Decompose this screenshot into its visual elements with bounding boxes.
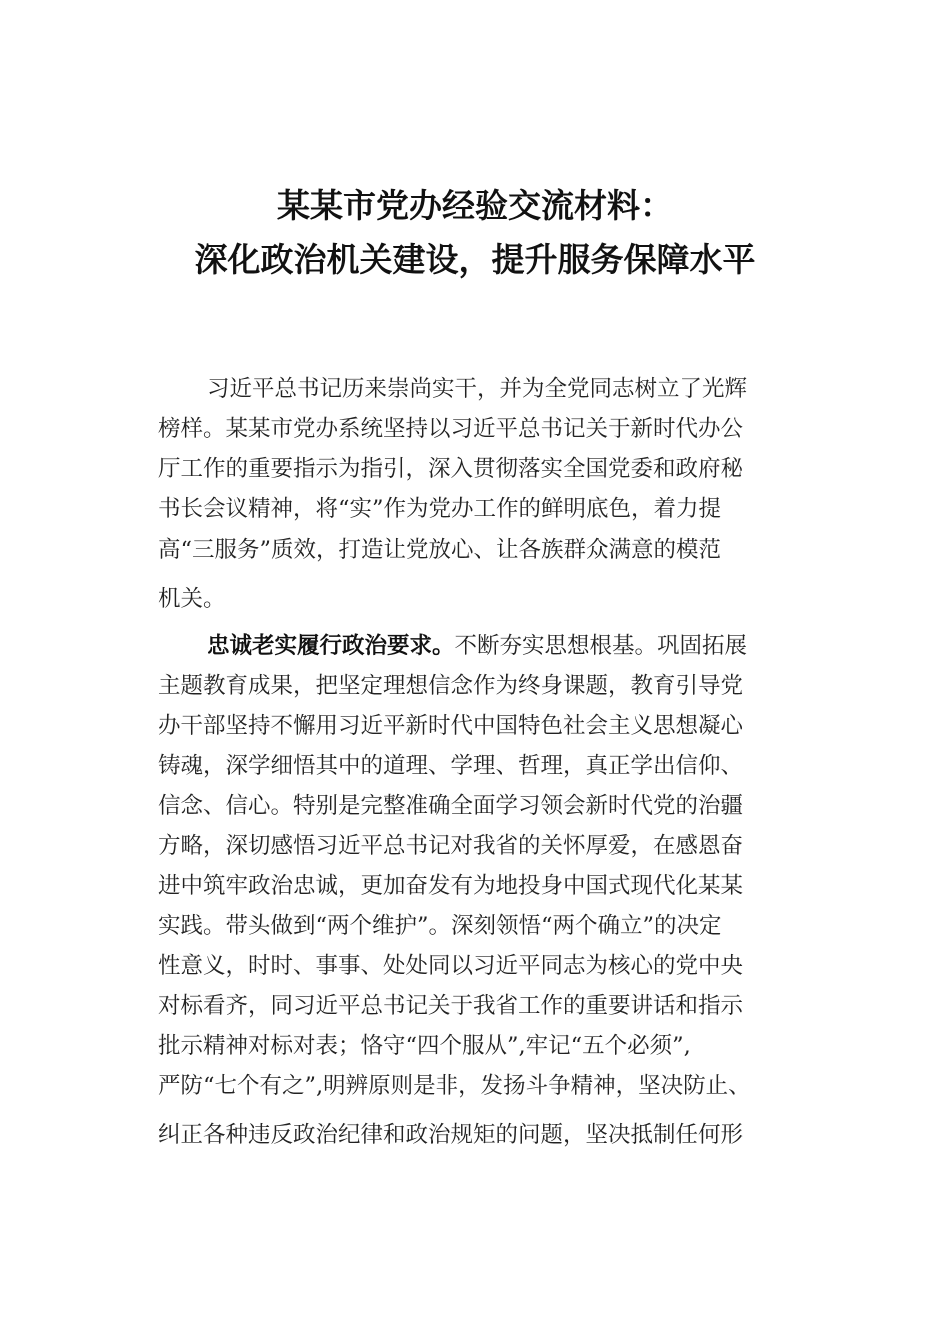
paragraph-2-line: 主题教育成果，把坚定理想信念作为终身课题，教育引导党 [158, 673, 744, 699]
document-title-line-1: 某某市党办经验交流材料： [277, 186, 673, 225]
paragraph-2-first-line [207, 629, 820, 663]
paragraph-2-line: 严防“七个有之”,明辨原则是非，发扬斗争精神，坚决防止、 [158, 1073, 751, 1099]
paragraph-2-line: 信念、信心。特别是完整准确全面学习领会新时代党的治疆 [158, 793, 744, 819]
paragraph-2-line: 办干部坚持不懈用习近平新时代中国特色社会主义思想凝心 [158, 713, 744, 739]
paragraph-2-line: 进中筑牢政治忠诚，更加奋发有为地投身中国式现代化某某 [158, 873, 744, 899]
paragraph-1-line: 高“三服务”质效，打造让党放心、让各族群众满意的模范 [158, 537, 722, 563]
paragraph-1-line: 厅工作的重要指示为指引，深入贯彻落实全国党委和政府秘 [158, 456, 744, 482]
paragraph-2-heading: 忠诚老实履行政治要求。 [207, 633, 455, 659]
paragraph-1-line: 习近平总书记历来崇尚实干，并为全党同志树立了光辉 [207, 376, 748, 402]
paragraph-1-line: 机关。 [158, 586, 226, 612]
paragraph-2-line: 纠正各种违反政治纪律和政治规矩的问题，坚决抵制任何形 [158, 1122, 744, 1148]
paragraph-2-line: 铸魂，深学细悟其中的道理、学理、哲理，真正学出信仰、 [158, 753, 744, 779]
paragraph-2-first-text: 不断夯实思想根基。巩固拓展 [454, 633, 748, 659]
paragraph-2-line: 性意义，时时、事事、处处同以习近平同志为核心的党中央 [158, 953, 744, 979]
paragraph-1-line: 榜样。某某市党办系统坚持以习近平总书记关于新时代办公 [158, 416, 744, 442]
paragraph-2-line: 批示精神对标对表；恪守“四个服从”,牢记“五个必须”, [158, 1033, 691, 1059]
document-title-line-2: 深化政治机关建设，提升服务保障水平 [194, 240, 756, 279]
paragraph-2-line: 实践。带头做到“两个维护”。深刻领悟“两个确立”的决定 [158, 913, 722, 939]
paragraph-1-line: 书长会议精神，将“实”作为党办工作的鲜明底色，着力提 [158, 496, 722, 522]
paragraph-2-line: 对标看齐，同习近平总书记关于我省工作的重要讲话和指示 [158, 993, 744, 1019]
paragraph-2-line: 方略，深切感悟习近平总书记对我省的关怀厚爱，在感恩奋 [158, 833, 744, 859]
